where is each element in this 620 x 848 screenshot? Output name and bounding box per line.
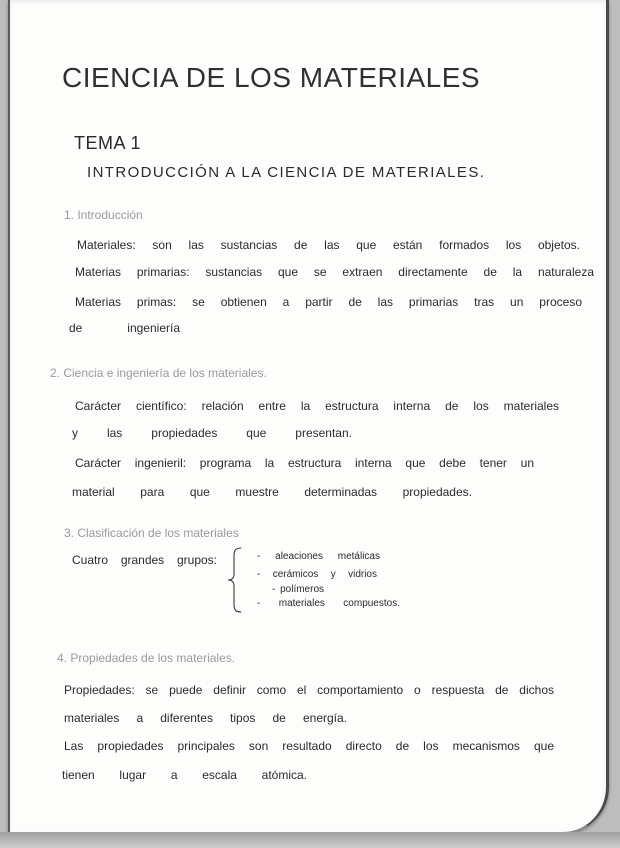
- note-line: y las propiedades que presentan.: [72, 426, 352, 440]
- note-line: Materias primarias: sustancias que se extraen directamente de la naturaleza: [75, 265, 594, 279]
- group-item: - cerámicos y vidrios: [257, 569, 377, 580]
- group-item: - aleaciones metálicas: [257, 551, 380, 562]
- note-line: materiales a diferentes tipos de energía.: [64, 711, 347, 725]
- note-line: tienen lugar a escala atómica.: [62, 768, 307, 782]
- note-line: material para que muestre determinadas propiedades.: [72, 485, 472, 499]
- groups-lead: Cuatro grandes grupos:: [72, 553, 217, 567]
- section-heading: 2. Ciencia e ingeniería de los materiales.: [50, 366, 267, 380]
- group-item: - polímeros: [272, 584, 324, 595]
- note-line: Materiales: son las sustancias de las que están formados los objetos.: [77, 238, 580, 252]
- note-line: Propiedades: se puede definir como el comportamiento o respuesta de dichos: [64, 683, 554, 697]
- note-line: Carácter ingenieril: programa la estructura interna que debe tener un: [75, 456, 534, 470]
- section-heading: 3. Clasificación de los materiales: [64, 526, 239, 540]
- section-heading: 4. Propiedades de los materiales.: [57, 651, 236, 665]
- note-line: Las propiedades principales son resultado directo de los mecanismos que: [64, 739, 554, 753]
- notebook-page: [8, 0, 609, 833]
- tema-heading: TEMA 1: [74, 133, 142, 153]
- note-line: Carácter científico: relación entre la estructura interna de los materiales: [75, 399, 559, 413]
- section-heading: 1. Introducción: [64, 208, 143, 222]
- curly-brace-icon: [224, 546, 244, 614]
- note-line: Materias primas: se obtienen a partir de las primarias tras un proceso: [75, 295, 582, 309]
- tema-subtitle: INTRODUCCIÓN A LA CIENCIA DE MATERIALES.: [87, 164, 486, 181]
- note-line: de ingeniería: [69, 321, 180, 335]
- scan-bottom-edge: [0, 832, 620, 848]
- page-title: CIENCIA DE LOS MATERIALES: [62, 62, 481, 93]
- group-item: - materiales compuestos.: [257, 598, 400, 609]
